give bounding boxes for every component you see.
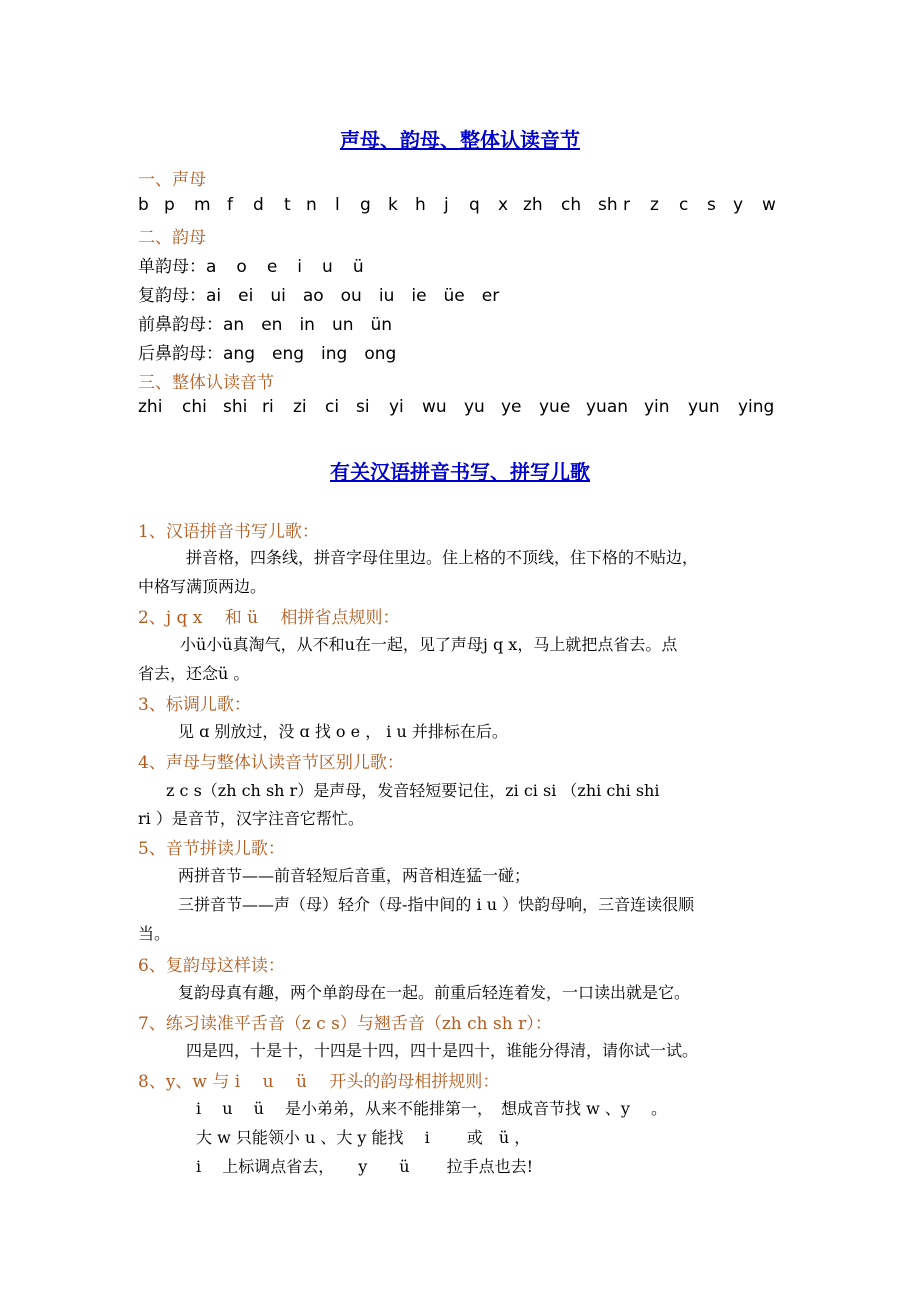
initial-item: h (415, 195, 426, 215)
song-line: 四是四，十是十，十四是十四，四十是四十，谁能分得清，请你试一试。 (186, 1041, 699, 1060)
song-line: 大 w 只能领小 u 、大 y 能找 i 或 ü ， (196, 1128, 531, 1147)
final-item: a (206, 257, 217, 277)
heading-initials: 一、声母 (138, 170, 206, 190)
final-item: i (297, 257, 303, 277)
song-line: 两拼音节——前音轻短后音重，两音相连猛一碰； (178, 866, 531, 885)
finals-row (138, 281, 516, 306)
heading-finals: 二、韵母 (138, 228, 206, 248)
initial-item: z (650, 195, 659, 215)
whole-syllable-item: yi (389, 397, 404, 417)
song-heading: 2、j q x 和 ü 相拼省点规则： (138, 608, 400, 628)
whole-syllable-item: shi (223, 397, 248, 417)
whole-syllable-item: si (356, 397, 370, 417)
initial-item: y (733, 195, 744, 215)
final-item: ong (364, 344, 397, 364)
song-heading: 8、y、w 与 i u ü 开头的韵母相拼规则： (138, 1072, 500, 1092)
song-line: 三拼音节——声（母）轻介（母-指中间的 i u ）快韵母响，三音连读很顺 (178, 895, 695, 914)
song-line: 省去，还念ü 。 (138, 664, 250, 683)
song-line: 中格写满顶两边。 (138, 577, 267, 596)
final-item: üe (443, 286, 465, 306)
whole-syllable-item: yue (539, 397, 571, 417)
final-item: u (322, 257, 333, 277)
whole-syllable-item: ye (501, 397, 522, 417)
finals-row-label: 前鼻韵母： (138, 315, 223, 335)
whole-syllable-item: yuan (586, 397, 629, 417)
initial-item: ch (561, 195, 582, 215)
final-item: ing (321, 344, 348, 364)
whole-syllable-item: ying (738, 397, 775, 417)
final-item: e (266, 257, 278, 277)
final-item: ang (223, 344, 255, 364)
finals-row-label: 后鼻韵母： (138, 344, 223, 364)
final-item: ai (206, 286, 222, 306)
song-line: 拼音格，四条线，拼音字母住里边。住上格的不顶线，住下格的不贴边， (186, 548, 699, 567)
initial-item: t (284, 195, 291, 215)
finals-row (138, 310, 409, 335)
song-line: 小ü小ü真淘气，从不和u在一起，见了声母j q x，马上就把点省去。点 (180, 635, 678, 654)
whole-syllable-item: zi (293, 397, 307, 417)
initial-item: d (253, 195, 264, 215)
finals-row (138, 339, 413, 364)
final-item: iu (378, 286, 395, 306)
initial-item: g (360, 195, 371, 215)
final-item: ei (238, 286, 254, 306)
final-item: ui (270, 286, 286, 306)
song-heading: 4、声母与整体认读音节区别儿歌： (138, 753, 404, 773)
initial-item: n (306, 195, 317, 215)
song-line: ri ）是音节，汉字注音它帮忙。 (138, 809, 364, 828)
final-item: ao (302, 286, 324, 306)
initial-item: l (335, 195, 340, 215)
initial-item: b (138, 195, 149, 215)
whole-syllable-item: zhi (138, 397, 163, 417)
song-line: i u ü 是小弟弟，从来不能排第一， 想成音节找 w 、y 。 (196, 1099, 667, 1118)
song-heading: 3、标调儿歌： (138, 695, 251, 715)
whole-syllable-item: ci (325, 397, 340, 417)
whole-syllable-item: yin (644, 397, 670, 417)
title-pinyin-songs: 有关汉语拼音书写、拼写儿歌 (330, 460, 590, 484)
initial-item: m (194, 195, 211, 215)
initial-item: k (388, 195, 398, 215)
song-line: 见 ɑ 别放过，没 ɑ 找 o e ， i u 并排标在后。 (178, 722, 508, 741)
whole-syllable-item: yu (464, 397, 485, 417)
initial-item: j (444, 195, 449, 215)
finals-row (138, 252, 384, 277)
final-item: en (261, 315, 283, 335)
initial-item: w (762, 195, 776, 215)
whole-syllable-item: wu (422, 397, 447, 417)
whole-syllable-item: chi (182, 397, 207, 417)
heading-whole-syllables: 三、整体认读音节 (138, 373, 274, 393)
initial-item: s (707, 195, 716, 215)
initial-item: q (469, 195, 480, 215)
title-initials-finals: 声母、韵母、整体认读音节 (340, 128, 580, 152)
song-heading: 6、复韵母这样读： (138, 956, 285, 976)
final-item: ou (340, 286, 362, 306)
initial-item: zh (523, 195, 543, 215)
initials-row (138, 195, 778, 217)
song-line: i 上标调点省去， y ü 拉手点也去! (196, 1157, 534, 1176)
final-item: eng (271, 344, 305, 364)
final-item: un (331, 315, 354, 335)
finals-row-label: 单韵母： (138, 257, 206, 277)
final-item: ie (411, 286, 427, 306)
song-line: 当。 (138, 924, 171, 943)
song-heading: 1、汉语拼音书写儿歌： (138, 522, 319, 542)
initial-item: f (227, 195, 233, 215)
initial-item: x (498, 195, 509, 215)
initial-item: c (679, 195, 689, 215)
song-line: z c s（zh ch sh r）是声母，发音轻短要记住，zi ci si （zhi chi shi (166, 781, 660, 800)
finals-row-label: 复韵母： (138, 286, 206, 306)
final-item: ü (352, 257, 364, 277)
final-item: an (223, 315, 245, 335)
whole-syllable-item: ri (262, 397, 274, 417)
final-item: er (481, 286, 500, 306)
song-heading: 7、练习读准平舌音（z c s）与翘舌音（zh ch sh r）： (138, 1014, 552, 1034)
initial-item: sh r (598, 195, 631, 215)
song-heading: 5、音节拼读儿歌： (138, 839, 285, 859)
final-item: o (236, 257, 247, 277)
song-line: 复韵母真有趣，两个单韵母在一起。前重后轻连着发，一口读出就是它。 (178, 983, 691, 1002)
final-item: in (299, 315, 315, 335)
whole-syllables-row (138, 397, 778, 419)
initial-item: p (164, 195, 175, 215)
final-item: ün (370, 315, 393, 335)
whole-syllable-item: yun (688, 397, 720, 417)
